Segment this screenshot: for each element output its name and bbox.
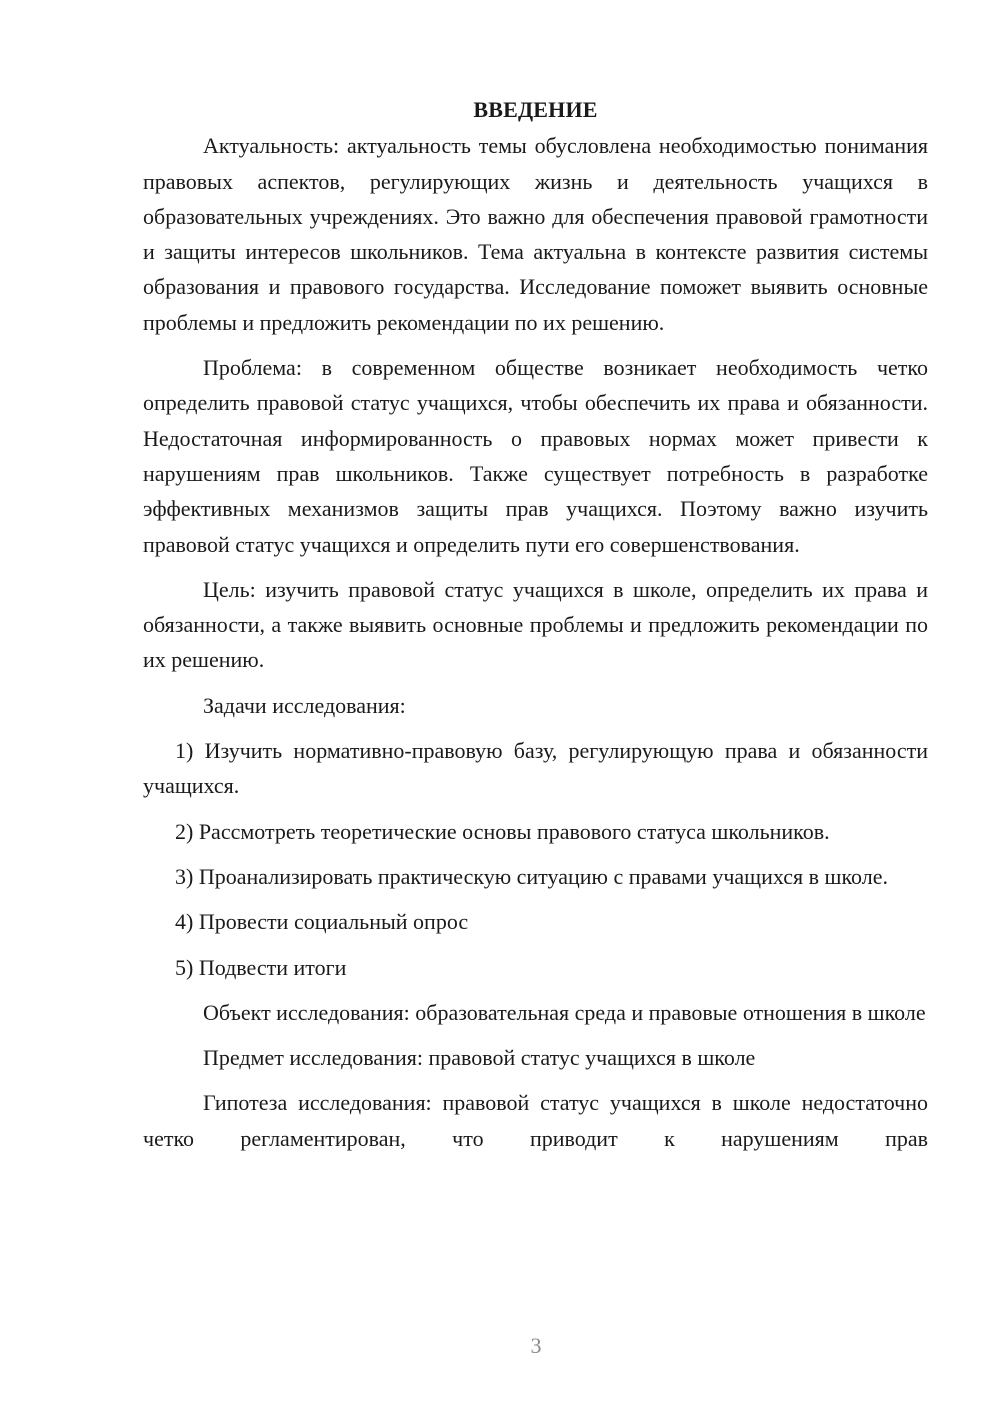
- tasks-heading: Задачи исследования:: [203, 692, 406, 718]
- paragraph-subject: Предмет исследования: правовой статус учащихся в школе: [203, 1045, 756, 1071]
- task-item-4: 4) Провести социальный опрос: [175, 909, 469, 935]
- paragraph-problem: Проблема: в современном обществе возникает необходимость четко определить правовой статус учащихся, чтобы обеспечить их права и обязанности. Недостаточная информированность о правовых нормах может привести к нарушениям прав школьников. Также существует потребность в разработке эффективных механизмов защиты прав учащихся. Поэтому важно изучить правовой статус учащихся и определить пути его совершенствования.: [143, 355, 928, 557]
- page-number: 3: [530, 1333, 542, 1358]
- page-content: [143, 92, 928, 1156]
- section-heading: ВВЕДЕНИЕ: [473, 97, 598, 122]
- paragraph-relevance: Актуальность: актуальность темы обусловлена необходимостью понимания правовых аспектов, регулирующих жизнь и деятельность учащихся в образовательных учреждениях. Это важно для обеспечения правовой грамотности и защиты интересов школьников. Тема актуальна в контексте развития системы образования и правового государства. Исследование поможет выявить основные проблемы и предложить рекомендации по их решению.: [143, 133, 928, 335]
- task-item-2: 2) Рассмотреть теоретические основы правового статуса школьников.: [175, 818, 830, 844]
- paragraph-object: Объект исследования: образовательная среда и правовые отношения в школе: [203, 999, 926, 1025]
- task-item-5: 5) Подвести итоги: [175, 954, 347, 980]
- task-item-1: 1) Изучить нормативно-правовую базу, регулирующую права и обязанности учащихся.: [143, 738, 928, 799]
- paragraph-hypothesis: Гипотеза исследования: правовой статус учащихся в школе недостаточно четко регламентирован, что приводит к нарушениям прав: [143, 1090, 928, 1151]
- task-item-3: 3) Проанализировать практическую ситуацию с правами учащихся в школе.: [175, 863, 888, 889]
- paragraph-goal: Цель: изучить правовой статус учащихся в школе, определить их права и обязанности, а также выявить основные проблемы и предложить рекомендации по их решению.: [143, 576, 928, 673]
